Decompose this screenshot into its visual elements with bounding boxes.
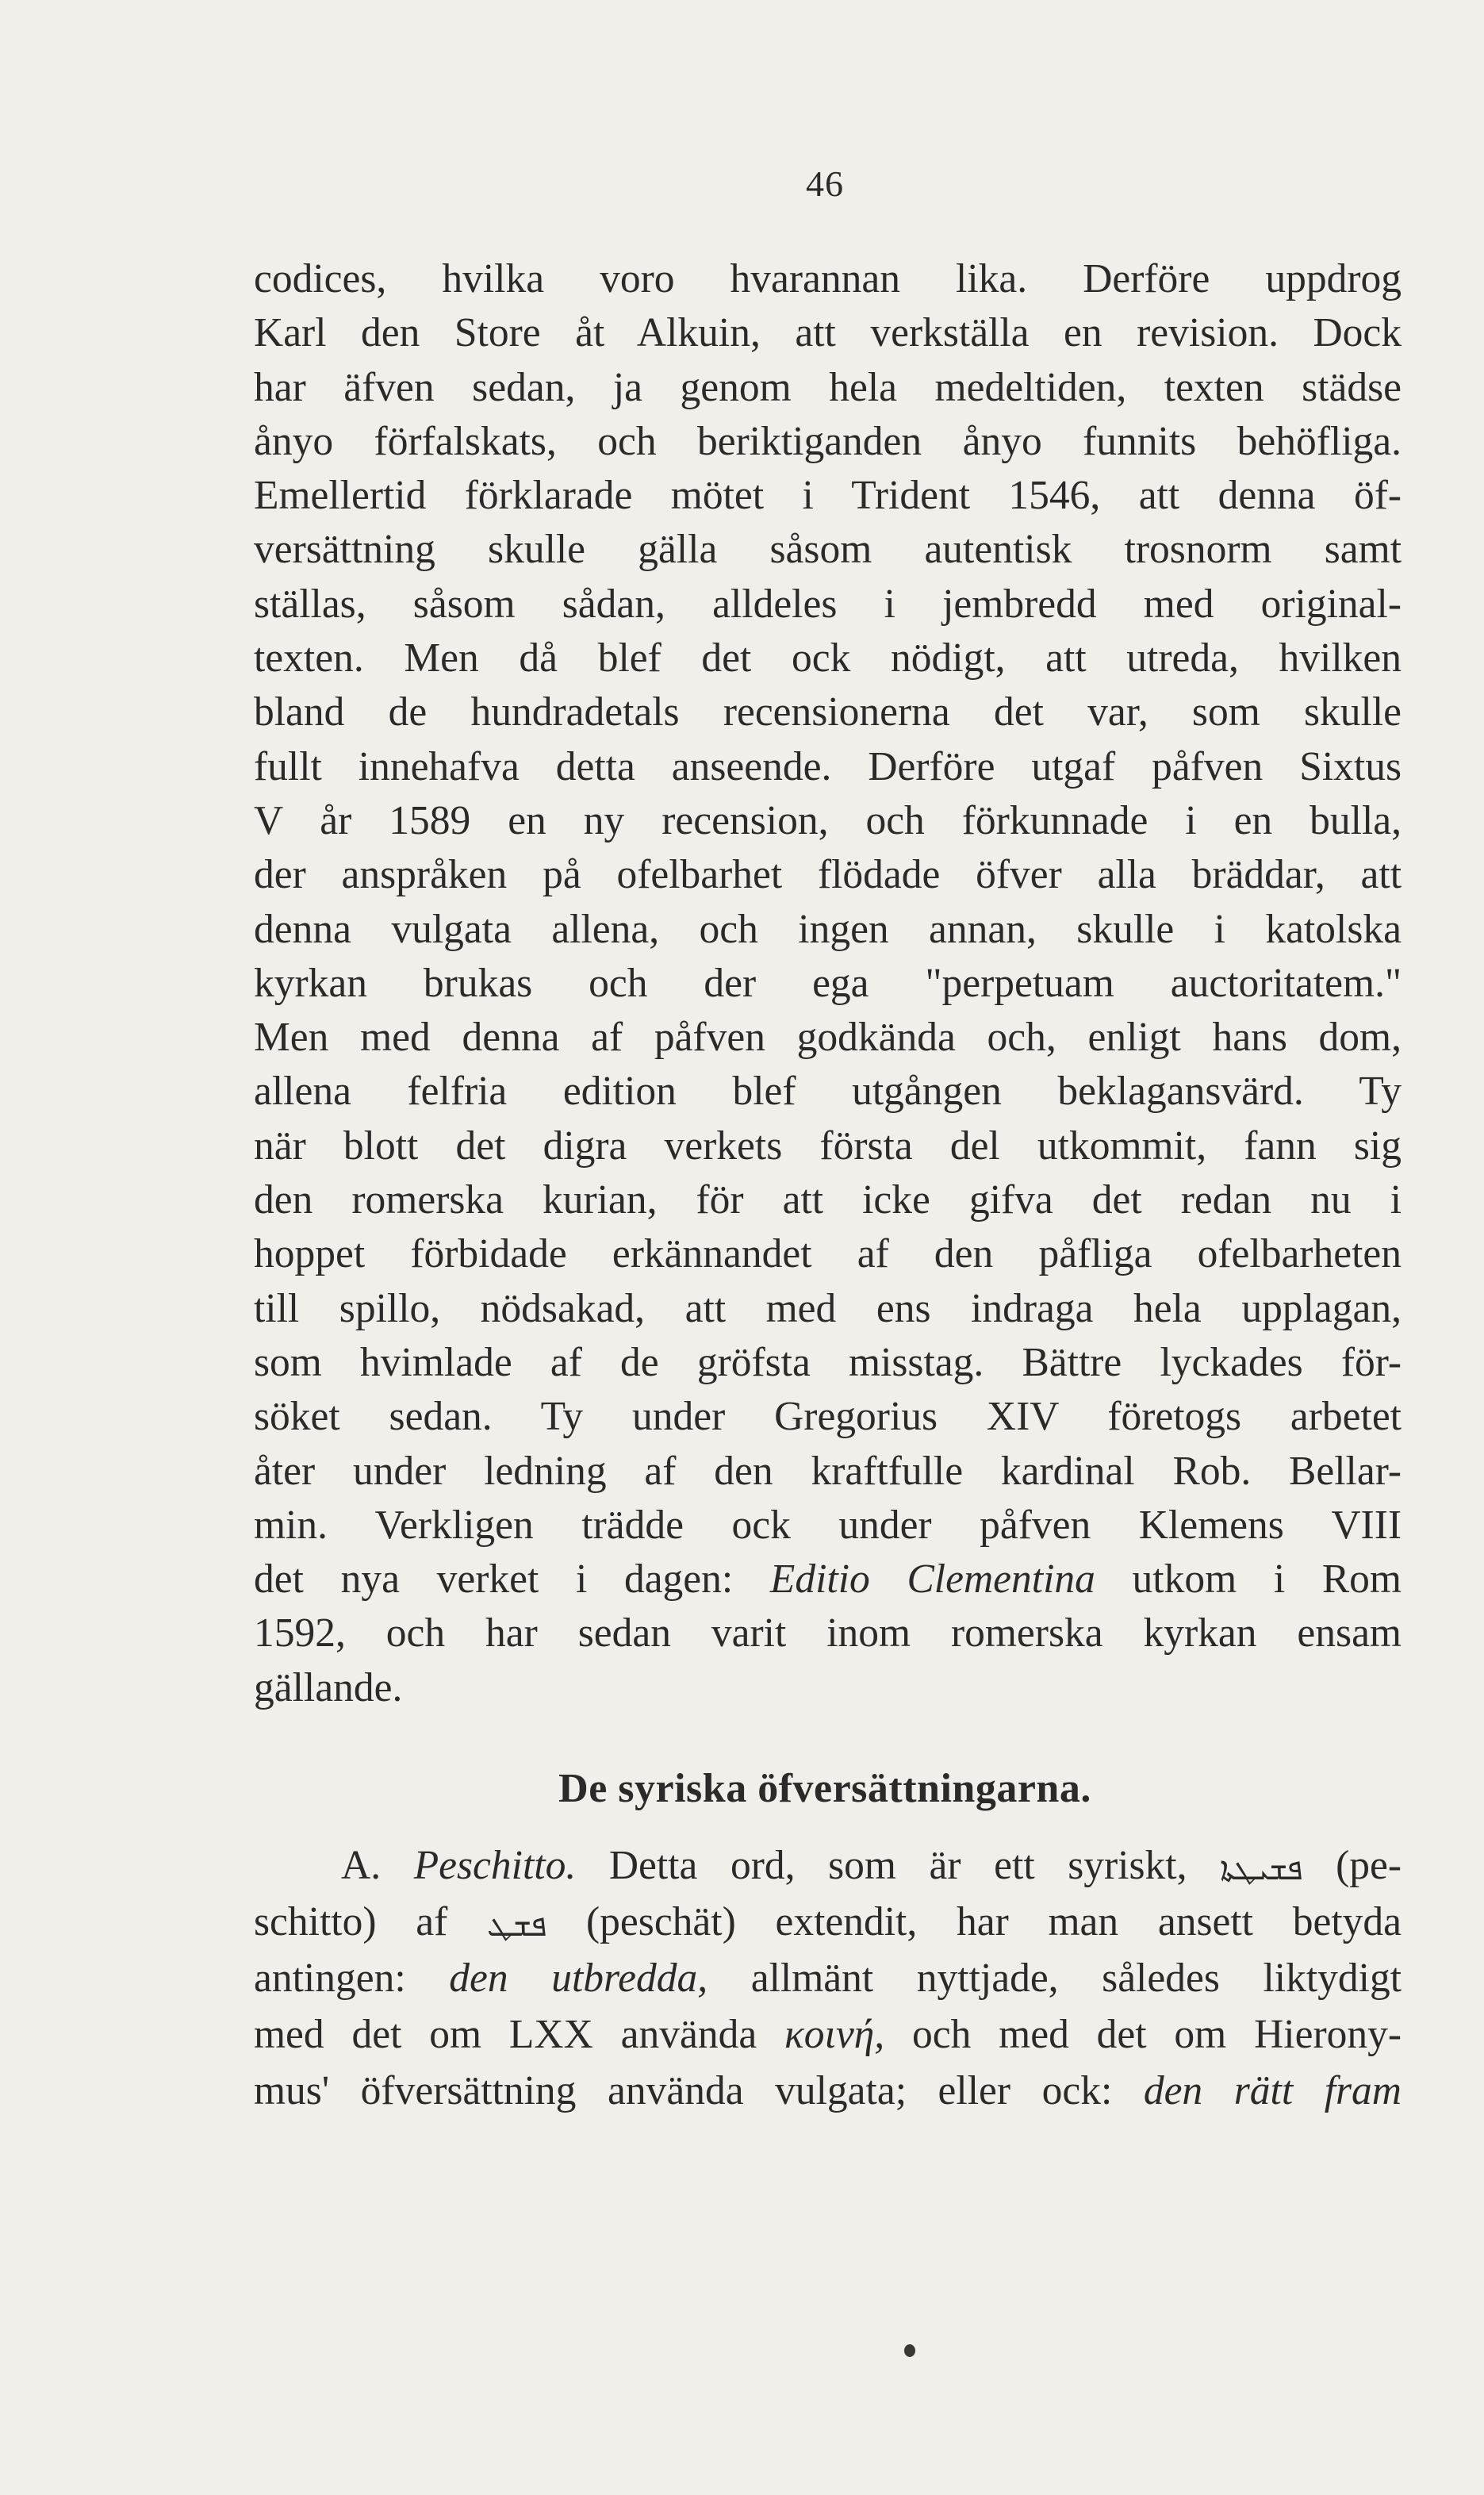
line-segment: och med det om Hierony- <box>884 2012 1402 2057</box>
text-line: ställas, såsom sådan, alldeles i jembredd med original- <box>254 581 1402 627</box>
line-segment: allmänt nyttjade, således liktydigt <box>707 1956 1402 2001</box>
greek-word: κοινή, <box>784 2012 885 2057</box>
text-line: Men med denna af påfven godkända och, enligt hans dom, <box>254 1015 1402 1061</box>
text-line: Karl den Store åt Alkuin, att verkställa en revision. Dock <box>254 310 1402 356</box>
text-line: der anspråken på ofelbarhet flödade öfver alla bräddar, att <box>254 852 1402 898</box>
text-line: åter under ledning af den kraftfulle kardinal Rob. Bellar- <box>254 1448 1402 1494</box>
text-line: min. Verkligen trädde ock under påfven Klemens VIII <box>254 1502 1402 1548</box>
body-paragraph <box>254 252 1402 1715</box>
italic-term: den utbredda, <box>449 1956 708 2001</box>
text-line: när blott det digra verkets första del utkommit, fann sig <box>254 1123 1402 1169</box>
text-line: texten. Men då blef det ock nödigt, att utreda, hvilken <box>254 635 1402 681</box>
syriac-word: ܦܫܝܛܬܐ <box>1220 1850 1303 1887</box>
text-line <box>254 2063 1402 2119</box>
text-line: som hvimlade af de gröfsta misstag. Bättre lyckades för- <box>254 1339 1402 1385</box>
syriac-word: ܦܫܛ <box>486 1906 547 1944</box>
line-segment: (pe- <box>1302 1843 1402 1888</box>
text-line <box>254 1950 1402 2006</box>
text-line: gällande. <box>254 1664 403 1710</box>
text-line <box>254 1894 1402 1950</box>
text-line: 1592, och har sedan varit inom romerska kyrkan ensam <box>254 1610 1402 1656</box>
text-line: denna vulgata allena, och ingen annan, skulle i katolska <box>254 906 1402 952</box>
text-line: ånyo förfalskats, och beriktiganden ånyo funnits behöfliga. <box>254 418 1402 464</box>
line-segment: mus' öfversättning använda vulgata; eller ock: <box>254 2068 1144 2113</box>
text-line: allena felfria edition blef utgången beklagansvärd. Ty <box>254 1069 1402 1115</box>
text-line <box>254 2006 1402 2063</box>
line-segment: antingen: <box>254 1956 450 2001</box>
text-line: V år 1589 en ny recension, och förkunnade i en bulla, <box>254 797 1402 843</box>
text-line: kyrkan brukas och der ega "perpetuam auctoritatem." <box>254 960 1402 1006</box>
text-line: till spillo, nödsakad, att med ens indraga hela upplagan, <box>254 1285 1402 1331</box>
section-paragraph <box>254 1837 1402 2119</box>
line-segment: (peschät) extendit, har man ansett betyda <box>546 1899 1402 1944</box>
text-line: har äfven sedan, ja genom hela medeltiden, texten städse <box>254 364 1402 410</box>
italic-term: Peschitto. <box>413 1843 577 1888</box>
line-segment: utkom i Rom <box>1095 1556 1402 1603</box>
text-line: hoppet förbidade erkännandet af den påfliga ofelbarheten <box>254 1231 1402 1277</box>
text-line <box>254 1553 1402 1606</box>
text-line: versättning skulle gälla såsom autentisk trosnorm samt <box>254 527 1402 573</box>
text-line: Emellertid förklarade mötet i Trident 1546, att denna öf- <box>254 473 1402 519</box>
text-line: bland de hundradetals recensionerna det var, som skulle <box>254 689 1402 735</box>
italic-term: den rätt fram <box>1143 2068 1402 2113</box>
text-line: söket sedan. Ty under Gregorius XIV företogs arbetet <box>254 1394 1402 1440</box>
text-line: den romerska kurian, för att icke gifva det redan nu i <box>254 1177 1402 1223</box>
italic-term: Editio Clementina <box>769 1556 1095 1603</box>
line-segment: A. <box>341 1843 414 1888</box>
text-line: codices, hvilka voro hvarannan lika. Derföre uppdrog <box>254 256 1402 301</box>
text-line: fullt innehafva detta anseende. Derföre utgaf påfven Sixtus <box>254 743 1402 789</box>
text-line <box>254 1837 1402 1894</box>
section-heading: De syriska öfversättningarna. <box>558 1766 1091 1811</box>
line-segment: Detta ord, som är ett syriskt, <box>576 1843 1221 1888</box>
page-number: 46 <box>806 163 844 204</box>
line-segment: schitto) af <box>254 1899 487 1944</box>
line-segment: det nya verket i dagen: <box>254 1556 770 1603</box>
ink-speck <box>904 2344 915 2357</box>
line-segment: med det om LXX använda <box>254 2012 785 2057</box>
